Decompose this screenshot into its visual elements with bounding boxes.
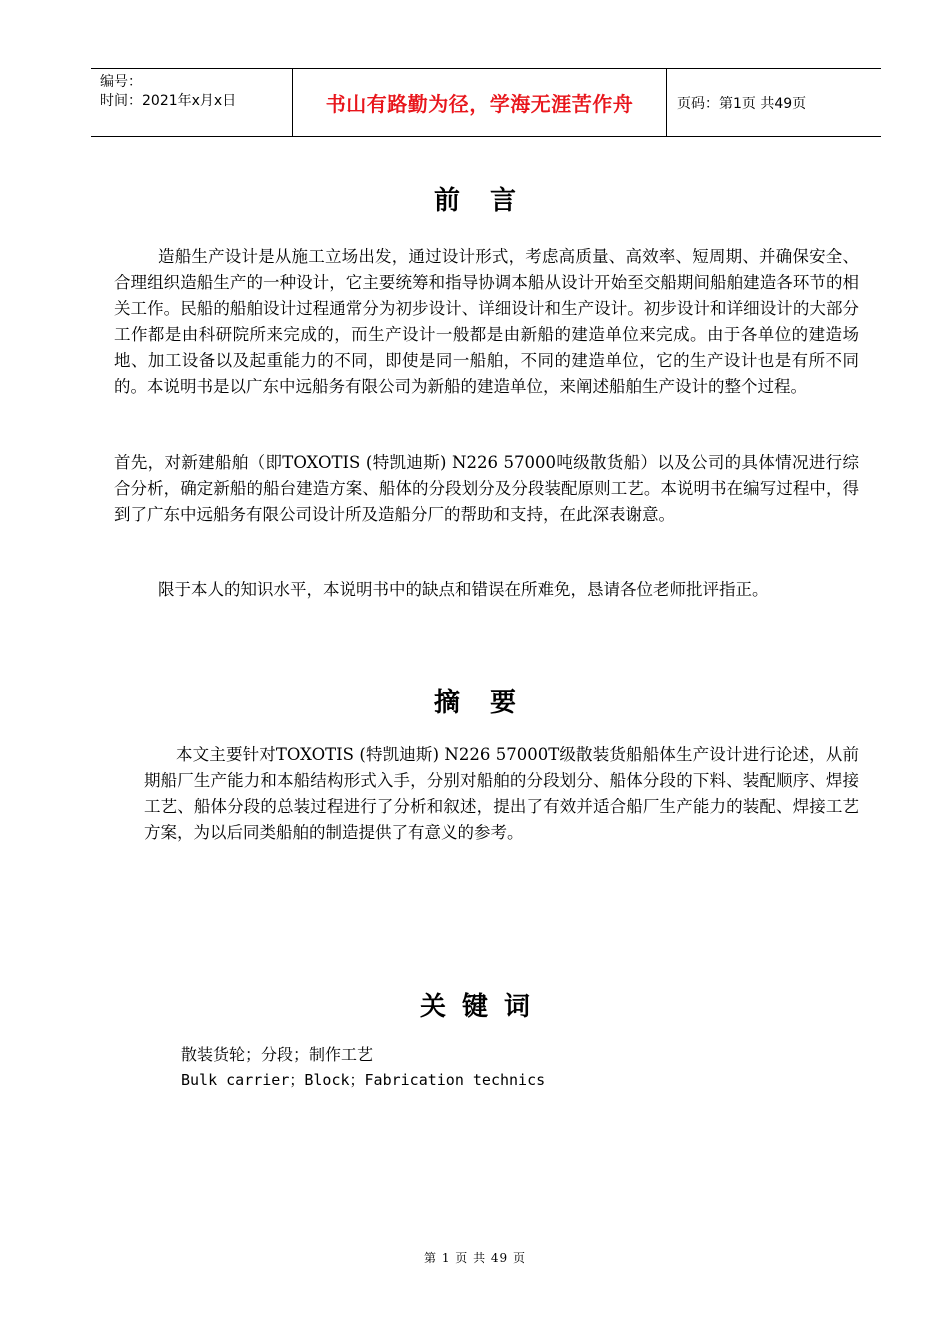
- motto: 书山有路勤为径，学海无涯苦作舟: [325, 92, 634, 116]
- preface-paragraph-3: 限于本人的知识水平，本说明书中的缺点和错误在所难免，恳请各位老师批评指正。: [158, 580, 769, 599]
- preface-paragraph-1: 造船生产设计是从施工立场出发，通过设计形式，考虑高质量、高效率、短周期、并确保安全、合理组织造船生产的一种设计，它主要统筹和指导协调本船从设计开始至交船期间船舶建造各环节的相关工作。民船的船舶设计过程通常分为初步设计、详细设计和生产设计。初步设计和详细设计的大部分工作都是由科研院所来完成的，而生产设计一般都是由新船的建造单位来完成。由于各单位的建造场地、加工设备以及起重能力的不同，即使是同一船舶，不同的建造单位，它的生产设计也是有所不同的。本说明书是以广东中远船务有限公司为新船的建造单位，来阐述船舶生产设计的整个过程。: [114, 247, 859, 396]
- time-label: 时间：2021年x月x日: [100, 93, 237, 109]
- page-info: 页码：第1页 共49页: [677, 95, 807, 112]
- page-footer: 第 1 页 共 49 页: [424, 1251, 526, 1265]
- keywords-chinese: 散装货轮；分段；制作工艺: [181, 1045, 374, 1064]
- keywords-title: 关键词: [419, 992, 546, 1022]
- header-motto-cell: [293, 69, 667, 136]
- abstract-paragraph: 本文主要针对TOXOTIS (特凯迪斯) N226 57000T级散装货船船体生产设计进行论述，从前期船厂生产能力和本船结构形式入手，分别对船舶的分段划分、船体分段的下料、装配顺序、焊接工艺、船体分段的总装过程进行了分析和叙述，提出了有效并适合船厂生产能力的装配、焊接工艺方案，为以后同类船舶的制造提供了有意义的参考。: [144, 745, 859, 842]
- document-header: [91, 68, 881, 137]
- preface-title: 前言: [433, 186, 546, 216]
- header-left-cell: [91, 69, 293, 136]
- preface-paragraph-2: 首先，对新建船舶（即TOXOTIS (特凯迪斯) N226 57000吨级散货船）以及公司的具体情况进行综合分析，确定新船的船台建造方案、船体的分段划分及分段装配原则工艺。本说明书在编写过程中，得到了广东中远船务有限公司设计所及造船分厂的帮助和支持，在此深表谢意。: [114, 453, 859, 524]
- number-label: 编号：: [100, 74, 142, 90]
- abstract-title: 摘要: [433, 688, 546, 718]
- keywords-english: Bulk carrier；Block；Fabrication technics: [181, 1071, 546, 1089]
- header-right-cell: [667, 69, 881, 136]
